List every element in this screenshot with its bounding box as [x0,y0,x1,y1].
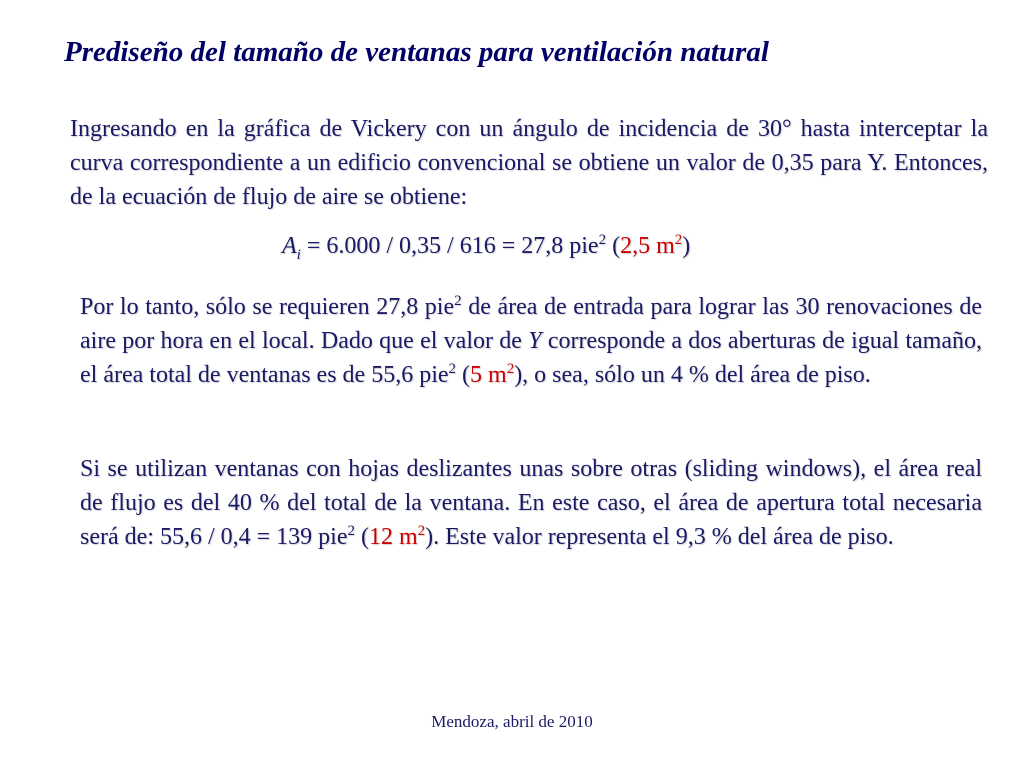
formula-close-paren: ) [682,233,691,259]
footer-date: Mendoza, abril de 2010 [431,712,593,731]
paragraph-vickery: Ingresando en la gráfica de Vickery con un ángulo de incidencia de 30° hasta interceptar la curva correspondiente a un edificio convencional se obtiene un valor de 0,35 para Y. Entonces, de la ecuación de flujo de aire se obtiene: [70,116,988,210]
metric-area-12: 12 $m^2$ [368,523,426,550]
formula-subscript: i [296,246,301,263]
formula-open-paren: ( [606,233,621,259]
slide-title: Prediseño del tamaño de ventanas para ventilación natural [64,36,769,68]
formula-expression: = 6.000 / 0,35 / 616 = 27,8 pie [300,233,599,259]
paragraph-sliding-windows: Si se utilizan ventanas con hojas deslizantes unas sobre otras (sliding windows), el área real de flujo es del 40 % del total de la ventana. En este caso, el área de apertura total necesaria será de: 55,6 / 0,4 = 139 pie$^2$ (12 $m^2$). Este valor representa el 9,3 % del área de piso. [80,456,982,550]
formula-metric: 2,5 $m^2$ [620,232,683,259]
formula-variable: A [282,233,297,259]
paragraph-conclusion: Por lo tanto, sólo se requieren 27,8 pie$^2$ de área de entrada para lograr las 30 renovaciones de aire por hora en el local. Dado que el valor de Y corresponde a dos aberturas de igual tamaño, el área total de ventanas es de 55,6 pie$^2$ (5 $m^2$), o sea, sólo un 4 % del área de piso. [80,293,982,388]
formula-area [282,229,690,263]
metric-area-5: 5 $m^2$ [470,361,515,388]
formula-exponent: 2 [598,232,607,248]
variable-y: Y [528,328,542,354]
